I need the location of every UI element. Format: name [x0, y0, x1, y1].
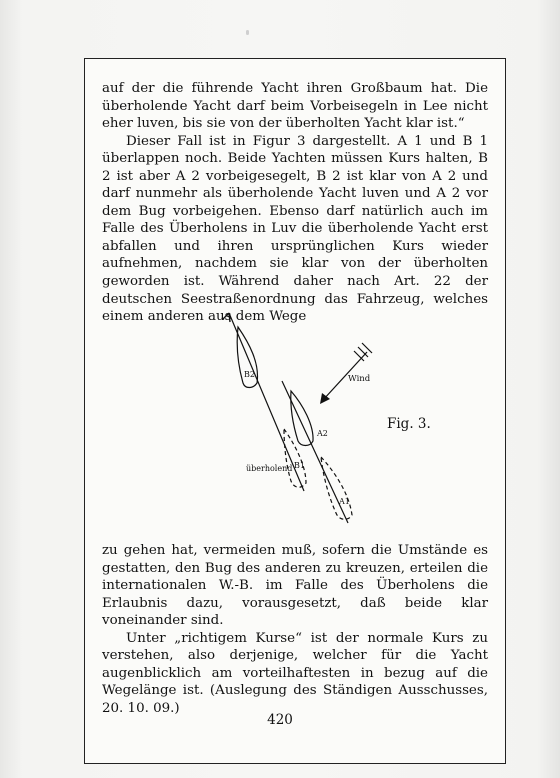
- boat-b1-hull: [284, 429, 306, 487]
- paragraph: Dieser Fall ist in Figur 3 dargestellt. A 1 und B 1 überlappen noch. Beide Yachten müssen Kurs halten, B 2 ist aber A 2 vorbeigesegelt, B 2 ist klar von A 2 und darf nunmehr als überholende Yacht luven und A 2 vor dem Bug vorbeigehen. Ebenso darf natürlich auch im Falle des Überholens in Luv die überholende Yacht erst abfallen und ihren ursprünglichen Kurs wieder aufnehmen, nachdem sie klar von der überholten geworden ist. Während daher nach Art. 22 der deutschen Seestraßenordnung das Fahrzeug, welches einem anderen aus dem Wege: [102, 133, 488, 325]
- text-block-top: [102, 80, 488, 326]
- wind-label: Wind: [348, 374, 371, 384]
- boat-b2-label: B2: [244, 370, 255, 379]
- boat-a2-hull: [291, 391, 313, 446]
- figure-caption: Fig. 3.: [387, 416, 431, 432]
- boat-a2-label: A2: [317, 429, 328, 438]
- text-block-bottom: [102, 542, 488, 717]
- paragraph: Unter „richtigem Kurse“ ist der normale Kurs zu verstehen, also derjenige, welcher für die Yacht augenblicklich am vorteilhaftesten in bezug auf die Wegelänge ist. (Auslegung des Ständigen Ausschusses, 20. 10. 09.): [102, 630, 488, 716]
- paragraph: auf der die führende Yacht ihren Großbaum hat. Die überholende Yacht darf beim Vorbeisegeln in Lee nicht eher luven, bis sie von der überholten Yacht klar ist.“: [102, 81, 488, 132]
- boat-a1-hull: [321, 457, 352, 519]
- boat-b1-label: B1: [294, 461, 305, 470]
- wind-arrow-feathers: [354, 343, 372, 361]
- page-number: 420: [267, 712, 293, 728]
- overtaking-label: überholend: [246, 464, 293, 473]
- boat-a1-label: A1: [339, 497, 350, 506]
- b-course-arrowhead: [223, 313, 230, 322]
- paper-speck: [246, 30, 249, 35]
- paragraph: zu gehen hat, vermeiden muß, sofern die Umstände es gestatten, den Bug des anderen zu kreuzen, erteilen die internationalen W.-B. im Falle des Überholens die Erlaubnis dazu, vorausgesetzt, daß beide klar voneinander sind.: [102, 543, 488, 629]
